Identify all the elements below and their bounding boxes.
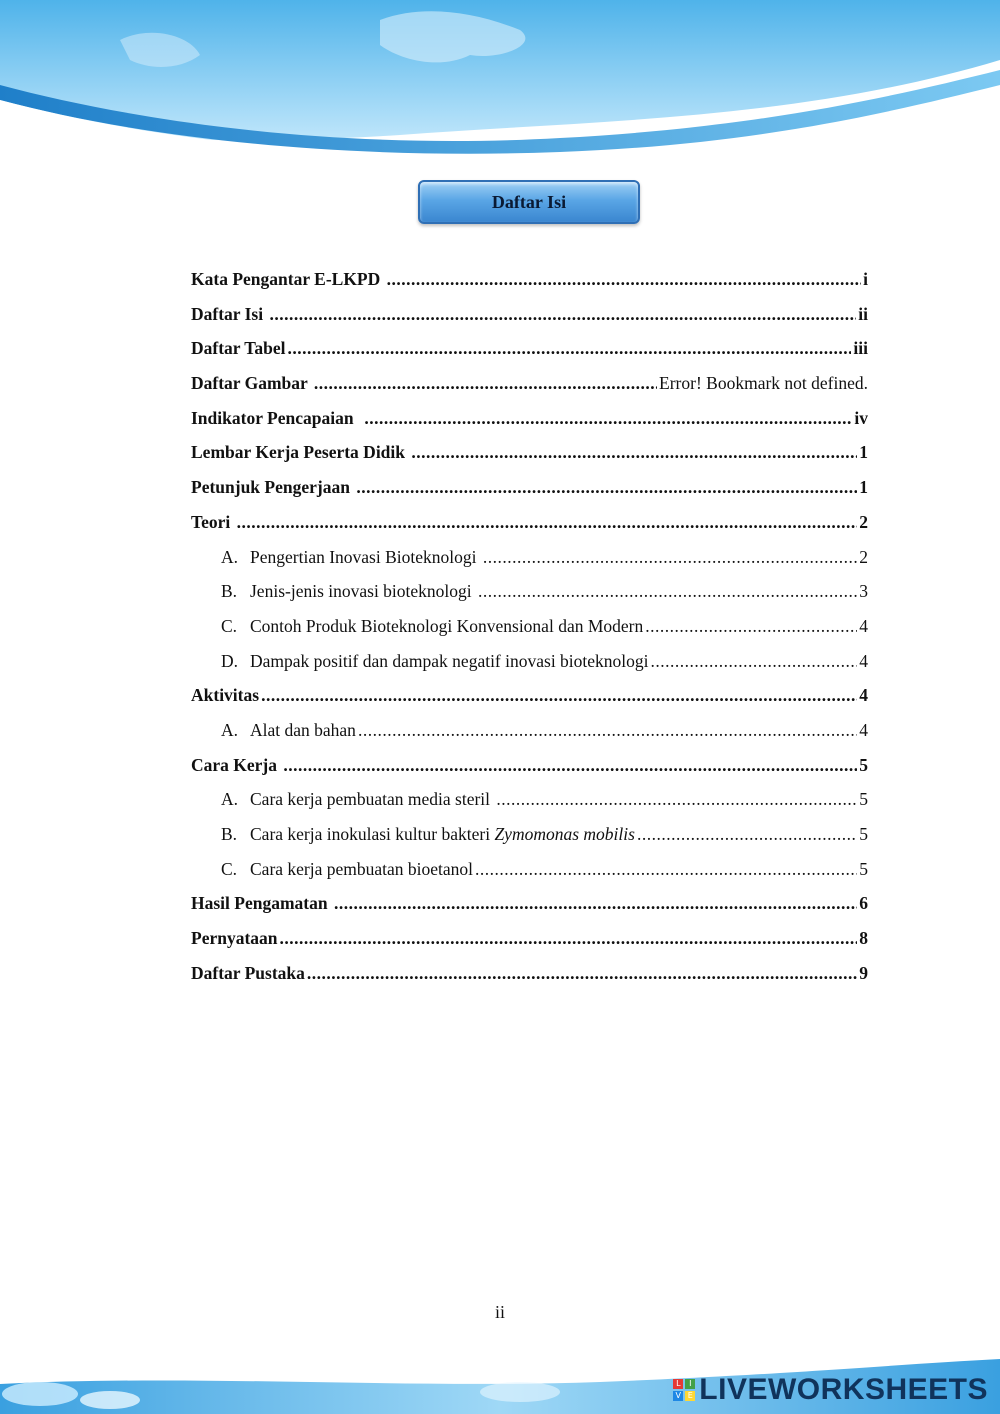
toc-dot-leader xyxy=(651,651,858,672)
toc-entry-label: Cara kerja pembuatan media steril xyxy=(250,789,495,810)
logo-square: I xyxy=(685,1379,695,1389)
toc-dot-leader xyxy=(645,616,857,637)
toc-entry-label: Teori xyxy=(191,511,235,532)
toc-dot-leader xyxy=(237,512,858,533)
toc-entry-label: Kata Pengantar E-LKPD xyxy=(191,269,385,289)
toc-entry[interactable] xyxy=(191,512,868,547)
toc-entry-label: Jenis-jenis inovasi bioteknologi xyxy=(250,581,477,602)
toc-dot-leader xyxy=(261,685,857,706)
toc-entry-page: i xyxy=(863,269,868,289)
toc-entry-page: 9 xyxy=(859,962,868,983)
toc-dot-leader xyxy=(475,859,857,880)
toc-dot-leader xyxy=(287,338,851,359)
toc-title-badge xyxy=(418,180,640,224)
toc-entry-page: 5 xyxy=(859,858,868,879)
toc-entry-letter: C. xyxy=(221,858,238,879)
toc-entry-label: Pernyataan xyxy=(191,928,278,949)
toc-dot-leader xyxy=(364,408,852,429)
toc-dot-leader xyxy=(280,928,858,949)
toc-entry-page: iii xyxy=(853,338,868,359)
toc-entry-page: 3 xyxy=(859,581,868,602)
toc-entry-page: 5 xyxy=(859,789,868,810)
toc-entry-page: 1 xyxy=(859,442,868,463)
toc-entry-letter: D. xyxy=(221,650,239,671)
toc-entry-label: Indikator Pencapaian xyxy=(191,407,363,428)
toc-entry-page: iv xyxy=(854,407,868,428)
toc-entry-page: 5 xyxy=(859,754,868,775)
toc-entry-label: Daftar Isi xyxy=(191,303,268,324)
toc-entry-label: Daftar Tabel xyxy=(191,338,286,359)
toc-entry[interactable] xyxy=(191,408,868,443)
logo-square: L xyxy=(673,1379,683,1389)
toc-entry-label: Lembar Kerja Peserta Didik xyxy=(191,442,410,463)
logo-square: V xyxy=(673,1391,683,1401)
toc-dot-leader xyxy=(411,442,857,463)
toc-entry-label: Pengertian Inovasi Bioteknologi xyxy=(250,546,481,567)
toc-entry[interactable] xyxy=(191,442,868,477)
toc-dot-leader xyxy=(283,755,857,776)
toc-entry-label: Dampak positif dan dampak negatif inovasi bioteknologi xyxy=(250,650,649,671)
toc-entry-label: Daftar Pustaka xyxy=(191,962,305,983)
toc-entry-letter: B. xyxy=(221,824,238,844)
toc-entry[interactable] xyxy=(191,304,868,339)
toc-entry-letter: A. xyxy=(221,546,239,567)
toc-subentry[interactable] xyxy=(191,616,868,651)
toc-entry[interactable] xyxy=(191,755,868,790)
toc-entry-letter: A. xyxy=(221,789,239,810)
toc-entry-page: Error! Bookmark not defined. xyxy=(659,373,868,394)
toc-entry-page: 1 xyxy=(859,477,868,498)
toc-entry-page: ii xyxy=(858,303,868,324)
toc-entry[interactable] xyxy=(191,928,868,963)
toc-entry-label: Cara kerja inokulasi kultur bakteri xyxy=(250,824,495,844)
toc-entry-italic: Zymomonas mobilis xyxy=(494,824,635,844)
toc-entry-label: Cara Kerja xyxy=(191,754,282,775)
toc-subentry[interactable] xyxy=(191,651,868,686)
toc-entry[interactable] xyxy=(191,477,868,512)
toc-subentry[interactable] xyxy=(191,859,868,894)
toc-dot-leader xyxy=(358,720,857,741)
logo-text: LIVEWORKSHEETS xyxy=(699,1373,988,1406)
toc-subentry[interactable] xyxy=(191,824,868,859)
header-wave-banner xyxy=(0,0,1000,160)
toc-entry-page: 8 xyxy=(859,928,868,949)
toc-subentry[interactable] xyxy=(191,547,868,582)
toc-subentry[interactable] xyxy=(191,720,868,755)
table-of-contents xyxy=(191,269,868,997)
toc-dot-leader xyxy=(387,269,861,290)
toc-dot-leader xyxy=(478,581,857,602)
toc-entry-page: 2 xyxy=(859,511,868,532)
toc-subentry[interactable] xyxy=(191,789,868,824)
toc-entry-page: 4 xyxy=(859,615,868,636)
toc-entry[interactable] xyxy=(191,269,868,304)
toc-entry-label: Daftar Gambar xyxy=(191,373,312,394)
toc-entry-page: 4 xyxy=(859,650,868,671)
toc-entry[interactable] xyxy=(191,893,868,928)
toc-entry-label: Petunjuk Pengerjaan xyxy=(191,477,355,498)
toc-entry[interactable] xyxy=(191,338,868,373)
toc-dot-leader xyxy=(496,789,857,810)
page-number: ii xyxy=(494,1302,505,1322)
toc-dot-leader xyxy=(637,824,857,845)
toc-entry[interactable] xyxy=(191,373,868,408)
toc-entry[interactable] xyxy=(191,963,868,998)
toc-entry-label: Contoh Produk Bioteknologi Konvensional dan Modern xyxy=(250,615,644,636)
toc-entry-letter: C. xyxy=(221,615,238,636)
toc-dot-leader xyxy=(314,373,657,394)
toc-subentry[interactable] xyxy=(191,581,868,616)
toc-title: Daftar Isi xyxy=(491,191,567,212)
toc-entry-page: 6 xyxy=(859,893,868,914)
toc-entry-label: Cara kerja pembuatan bioetanol xyxy=(250,858,474,879)
toc-dot-leader xyxy=(269,304,856,325)
logo-squares-icon xyxy=(673,1379,695,1401)
toc-entry-page: 4 xyxy=(859,685,868,706)
liveworksheets-logo xyxy=(673,1374,988,1406)
toc-entry[interactable] xyxy=(191,685,868,720)
toc-entry-label: Hasil Pengamatan xyxy=(191,893,332,914)
toc-entry-label: Alat dan bahan xyxy=(250,719,356,740)
toc-entry-label: Aktivitas xyxy=(191,685,260,706)
toc-entry-page: 2 xyxy=(859,546,868,567)
toc-entry-page: 4 xyxy=(859,719,868,740)
toc-dot-leader xyxy=(356,477,857,498)
toc-entry-page: 5 xyxy=(859,824,868,844)
toc-entry-letter: B. xyxy=(221,581,238,602)
toc-dot-leader xyxy=(334,893,857,914)
toc-dot-leader xyxy=(483,547,857,568)
toc-entry-letter: A. xyxy=(221,719,239,740)
logo-square: E xyxy=(685,1391,695,1401)
toc-dot-leader xyxy=(307,963,857,984)
